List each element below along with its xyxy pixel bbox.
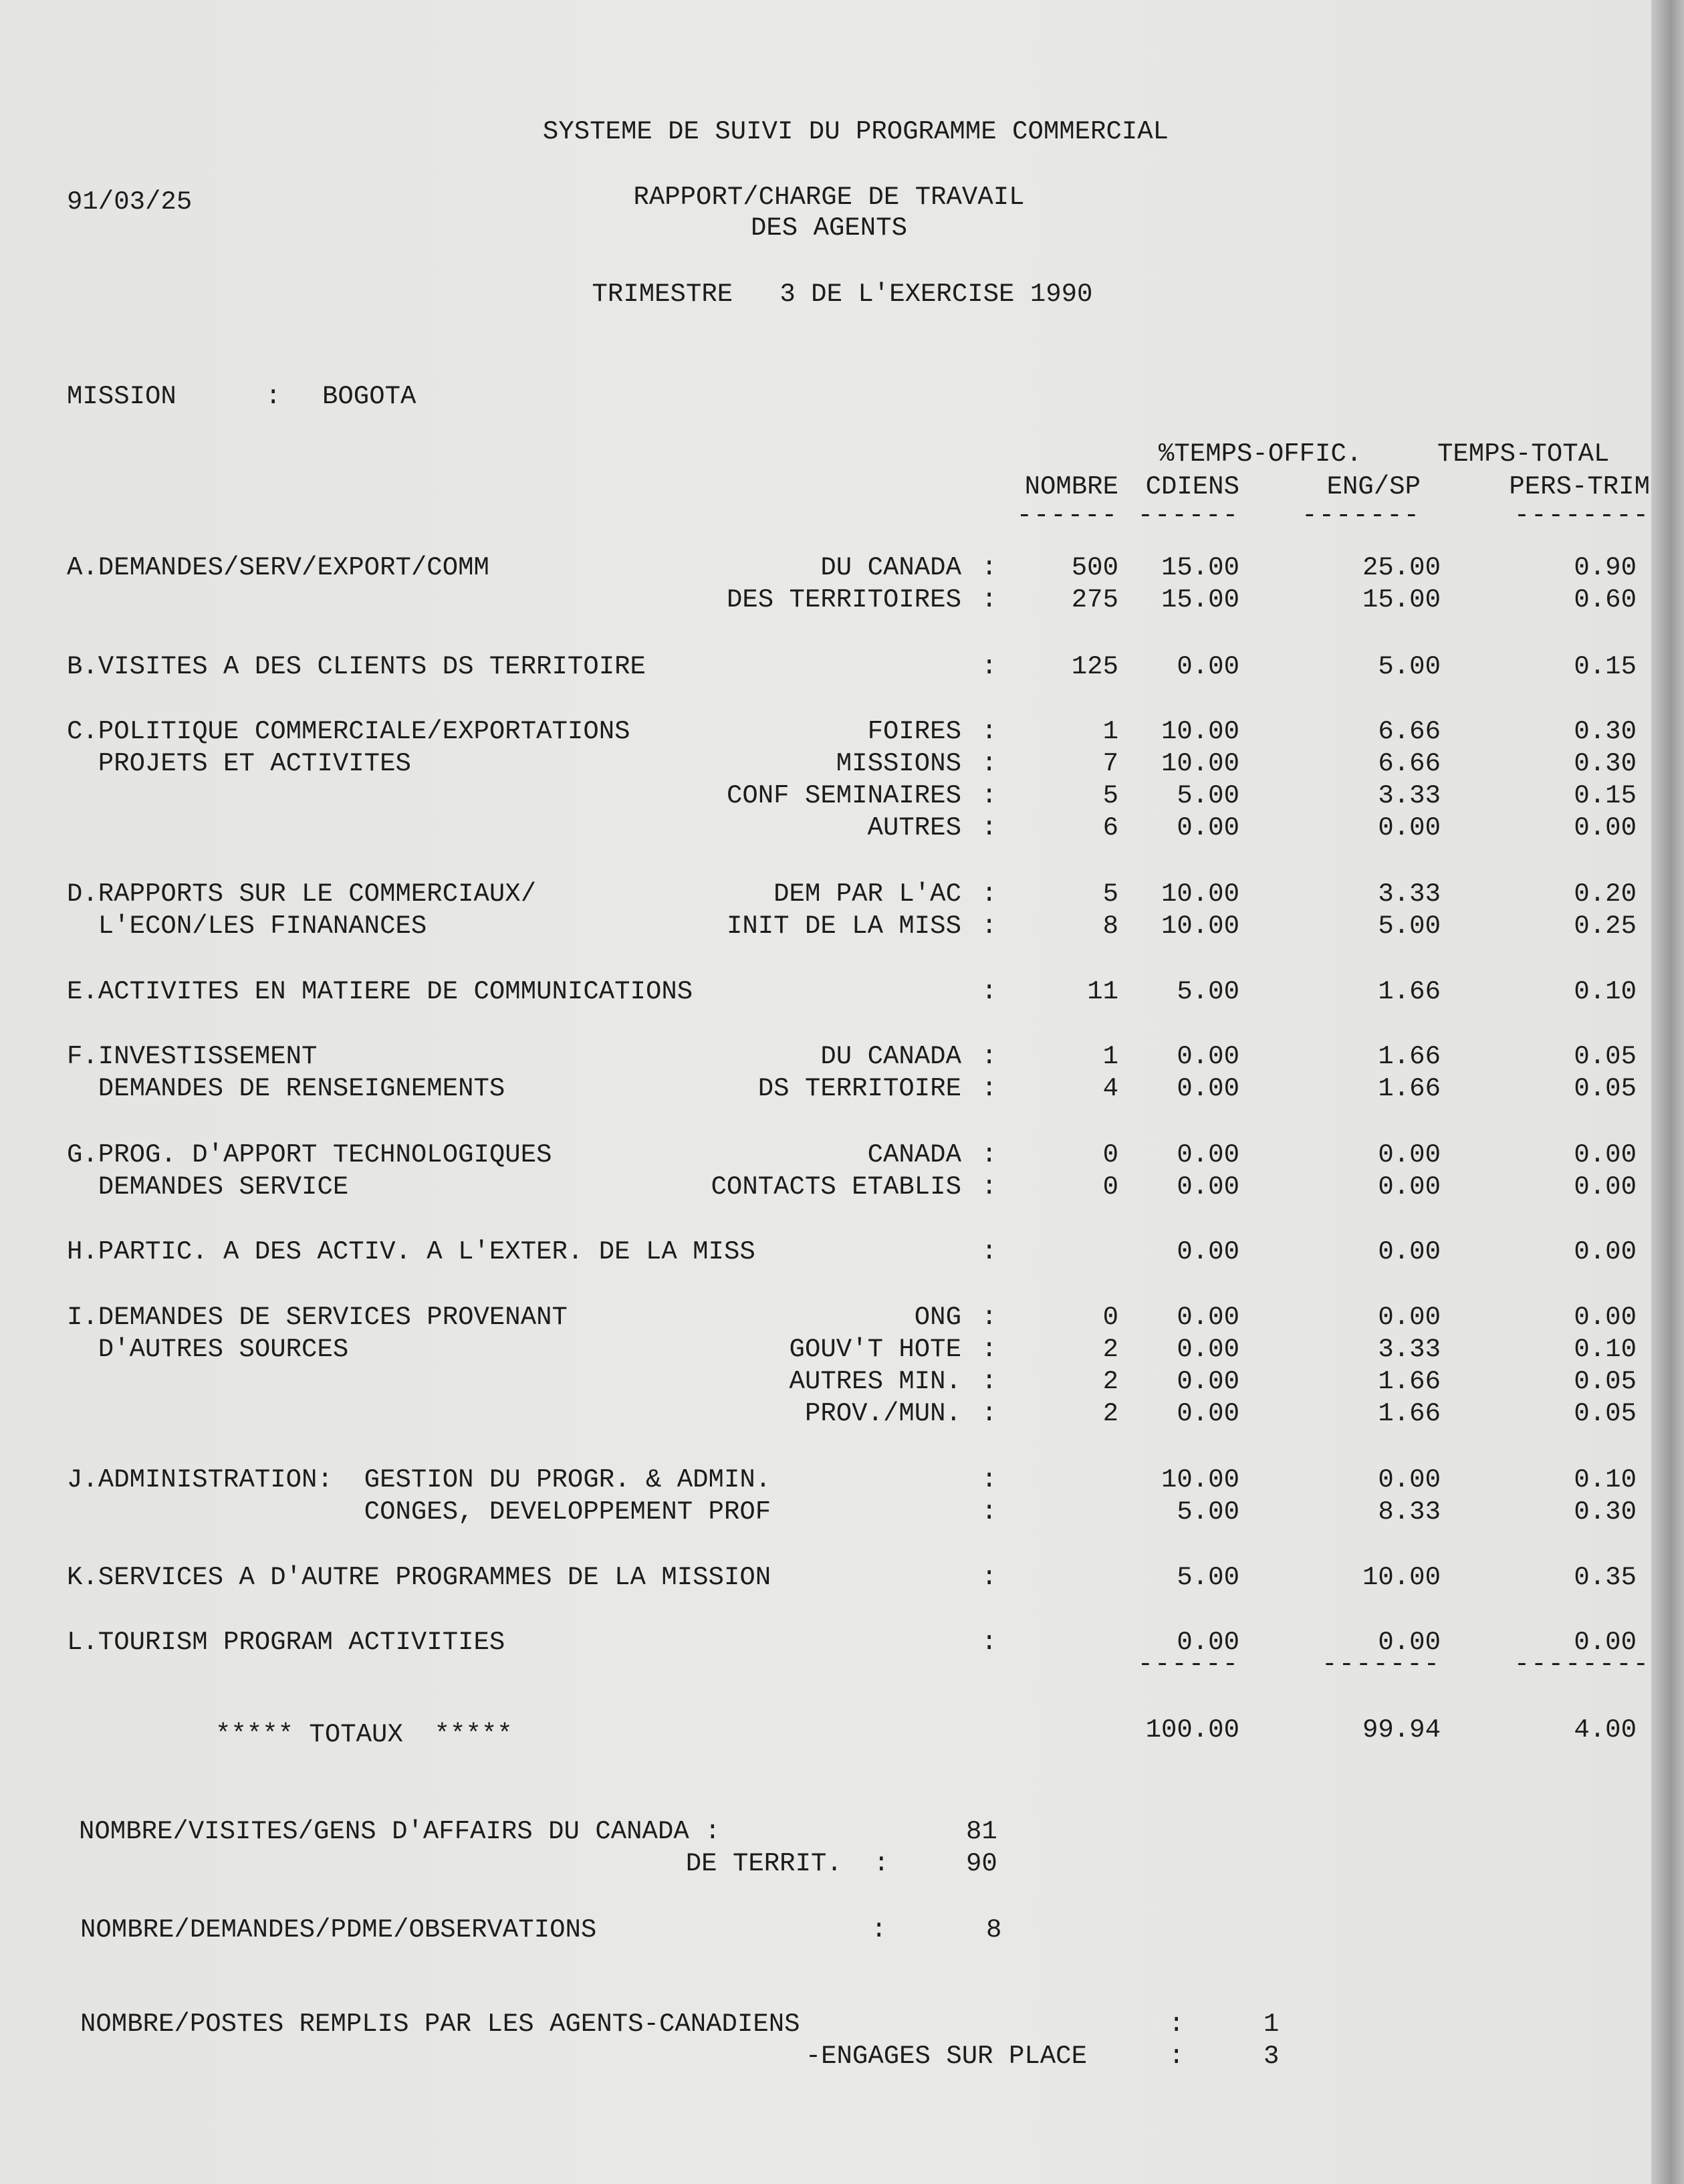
row-perstrim: 0.05 bbox=[1574, 1367, 1637, 1396]
row-engsp: 5.00 bbox=[1378, 911, 1441, 941]
row-engsp: 0.00 bbox=[1378, 1628, 1441, 1657]
rule-engsp: ------- bbox=[1302, 501, 1421, 530]
row-sublabel: DES TERRITOIRES bbox=[726, 585, 961, 615]
postes-colon-2: : bbox=[1169, 2042, 1185, 2071]
row-label: PROJETS ET ACTIVITES bbox=[67, 749, 411, 778]
row-sublabel: PROV./MUN. bbox=[804, 1399, 961, 1428]
row-label: C.POLITIQUE COMMERCIALE/EXPORTATIONS bbox=[67, 717, 630, 746]
row-sublabel: FOIRES bbox=[867, 717, 961, 746]
row-cdiens: 10.00 bbox=[1161, 717, 1239, 746]
system-title: SYSTEME DE SUIVI DU PROGRAMME COMMERCIAL bbox=[542, 117, 1169, 146]
row-cdiens: 5.00 bbox=[1177, 1497, 1239, 1527]
row-colon: : bbox=[981, 879, 997, 909]
row-nombre: 11 bbox=[1087, 977, 1118, 1006]
row-label: A.DEMANDES/SERV/EXPORT/COMM bbox=[67, 553, 489, 582]
pdme-colon: : bbox=[871, 1915, 887, 1945]
row-nombre: 500 bbox=[1071, 553, 1118, 582]
row-engsp: 0.00 bbox=[1378, 1172, 1441, 1202]
row-perstrim: 0.00 bbox=[1574, 813, 1637, 843]
row-cdiens: 10.00 bbox=[1161, 911, 1239, 941]
row-nombre: 1 bbox=[1102, 717, 1118, 746]
row-engsp: 1.66 bbox=[1378, 1367, 1441, 1396]
visites-canada-value: 81 bbox=[966, 1817, 997, 1846]
row-nombre: 7 bbox=[1102, 749, 1118, 778]
row-engsp: 3.33 bbox=[1378, 1335, 1441, 1364]
row-sublabel: ONG bbox=[914, 1303, 961, 1332]
row-cdiens: 0.00 bbox=[1177, 1172, 1239, 1202]
row-engsp: 15.00 bbox=[1362, 585, 1441, 615]
row-sublabel: INIT DE LA MISS bbox=[726, 911, 961, 941]
row-colon: : bbox=[981, 652, 997, 681]
totals-cdiens: 100.00 bbox=[1145, 1715, 1239, 1745]
rule-nombre: ------ bbox=[1016, 501, 1118, 530]
row-cdiens: 10.00 bbox=[1161, 749, 1239, 778]
row-colon: : bbox=[981, 1074, 997, 1103]
row-label: L.TOURISM PROGRAM ACTIVITIES bbox=[67, 1628, 505, 1657]
row-colon: : bbox=[981, 781, 997, 810]
visites-label: NOMBRE/VISITES/GENS D'AFFAIRS DU CANADA : bbox=[79, 1817, 721, 1846]
row-colon: : bbox=[981, 813, 997, 843]
row-colon: : bbox=[981, 1237, 997, 1267]
row-colon: : bbox=[981, 1399, 997, 1428]
row-engsp: 0.00 bbox=[1378, 1140, 1441, 1170]
row-cdiens: 5.00 bbox=[1177, 977, 1239, 1006]
col-nombre-head: NOMBRE bbox=[1024, 472, 1118, 502]
row-nombre: 1 bbox=[1102, 1042, 1118, 1071]
row-cdiens: 10.00 bbox=[1161, 879, 1239, 909]
row-nombre: 275 bbox=[1071, 585, 1118, 615]
row-colon: : bbox=[981, 717, 997, 746]
row-label: G.PROG. D'APPORT TECHNOLOGIQUES bbox=[67, 1140, 552, 1170]
row-cdiens: 0.00 bbox=[1177, 1074, 1239, 1103]
row-engsp: 1.66 bbox=[1378, 1042, 1441, 1071]
row-sublabel: DS TERRITOIRE bbox=[757, 1074, 961, 1103]
row-engsp: 3.33 bbox=[1378, 781, 1441, 810]
row-sublabel: DEM PAR L'AC bbox=[773, 879, 961, 909]
row-perstrim: 0.00 bbox=[1574, 1628, 1637, 1657]
col-total-head: TEMPS-TOTAL bbox=[1437, 439, 1610, 469]
row-perstrim: 0.35 bbox=[1574, 1563, 1637, 1592]
row-colon: : bbox=[981, 1563, 997, 1592]
row-colon: : bbox=[981, 553, 997, 582]
row-label: L'ECON/LES FINANANCES bbox=[67, 911, 427, 941]
col-perstrim-head: PERS-TRIM bbox=[1509, 472, 1650, 502]
row-colon: : bbox=[981, 1497, 997, 1527]
row-engsp: 1.66 bbox=[1378, 1399, 1441, 1428]
row-perstrim: 0.00 bbox=[1574, 1303, 1637, 1332]
row-label: F.INVESTISSEMENT bbox=[67, 1042, 318, 1071]
row-sublabel: MISSIONS bbox=[836, 749, 961, 778]
row-perstrim: 0.00 bbox=[1574, 1140, 1637, 1170]
postes-engages-value: 3 bbox=[1264, 2042, 1280, 2071]
territ-label: DE TERRIT. : bbox=[685, 1849, 889, 1878]
report-period: TRIMESTRE 3 DE L'EXERCISE 1990 bbox=[592, 280, 1093, 309]
mission-value: BOGOTA bbox=[322, 382, 416, 411]
row-label: D.RAPPORTS SUR LE COMMERCIAUX/ bbox=[67, 879, 537, 909]
postes-label: NOMBRE/POSTES REMPLIS PAR LES AGENTS-CANADIENS bbox=[80, 2009, 800, 2039]
row-perstrim: 0.05 bbox=[1574, 1074, 1637, 1103]
col-group-head: %TEMPS-OFFIC. bbox=[1159, 439, 1362, 469]
row-nombre: 8 bbox=[1102, 911, 1118, 941]
postes-canadiens-value: 1 bbox=[1264, 2009, 1280, 2039]
row-perstrim: 0.30 bbox=[1574, 1497, 1637, 1527]
row-cdiens: 15.00 bbox=[1161, 553, 1239, 582]
report-title-line-2: DES AGENTS bbox=[750, 213, 908, 243]
row-engsp: 0.00 bbox=[1378, 1303, 1441, 1332]
row-colon: : bbox=[981, 749, 997, 778]
row-perstrim: 0.15 bbox=[1574, 652, 1637, 681]
row-cdiens: 0.00 bbox=[1177, 1303, 1239, 1332]
row-label: B.VISITES A DES CLIENTS DS TERRITOIRE bbox=[67, 652, 646, 681]
row-perstrim: 0.20 bbox=[1574, 879, 1637, 909]
row-nombre: 2 bbox=[1102, 1399, 1118, 1428]
row-cdiens: 15.00 bbox=[1161, 585, 1239, 615]
row-engsp: 0.00 bbox=[1378, 813, 1441, 843]
row-nombre: 0 bbox=[1102, 1140, 1118, 1170]
row-cdiens: 5.00 bbox=[1177, 781, 1239, 810]
visites-territ-value: 90 bbox=[966, 1849, 997, 1878]
page-edge-shadow bbox=[1651, 0, 1684, 2184]
row-cdiens: 0.00 bbox=[1177, 813, 1239, 843]
row-nombre: 5 bbox=[1102, 879, 1118, 909]
row-cdiens: 0.00 bbox=[1177, 1399, 1239, 1428]
row-engsp: 0.00 bbox=[1378, 1237, 1441, 1267]
totals-perstrim: 4.00 bbox=[1574, 1715, 1637, 1745]
row-perstrim: 0.30 bbox=[1574, 717, 1637, 746]
row-sublabel: DU CANADA bbox=[820, 553, 961, 582]
row-nombre: 2 bbox=[1102, 1367, 1118, 1396]
row-label: E.ACTIVITES EN MATIERE DE COMMUNICATIONS bbox=[67, 977, 693, 1006]
row-label: I.DEMANDES DE SERVICES PROVENANT bbox=[67, 1303, 568, 1332]
row-perstrim: 0.10 bbox=[1574, 1335, 1637, 1364]
row-colon: : bbox=[981, 1465, 997, 1495]
row-perstrim: 0.15 bbox=[1574, 781, 1637, 810]
row-perstrim: 0.60 bbox=[1574, 585, 1637, 615]
row-nombre: 2 bbox=[1102, 1335, 1118, 1364]
row-perstrim: 0.00 bbox=[1574, 1237, 1637, 1267]
row-colon: : bbox=[981, 1367, 997, 1396]
report-title-line-1: RAPPORT/CHARGE DE TRAVAIL bbox=[633, 183, 1025, 212]
totals-rule-perstrim: -------- bbox=[1514, 1650, 1650, 1679]
row-nombre: 5 bbox=[1102, 781, 1118, 810]
row-perstrim: 0.90 bbox=[1574, 553, 1637, 582]
row-nombre: 0 bbox=[1102, 1172, 1118, 1202]
engages-label: -ENGAGES SUR PLACE bbox=[805, 2042, 1087, 2071]
row-label: DEMANDES SERVICE bbox=[67, 1172, 349, 1202]
rule-cdiens: ------ bbox=[1137, 501, 1239, 530]
row-colon: : bbox=[981, 1140, 997, 1170]
row-perstrim: 0.00 bbox=[1574, 1172, 1637, 1202]
row-colon: : bbox=[981, 1172, 997, 1202]
row-perstrim: 0.05 bbox=[1574, 1042, 1637, 1071]
row-cdiens: 0.00 bbox=[1177, 652, 1239, 681]
row-sublabel: DU CANADA bbox=[820, 1042, 961, 1071]
row-perstrim: 0.25 bbox=[1574, 911, 1637, 941]
row-engsp: 6.66 bbox=[1378, 717, 1441, 746]
row-perstrim: 0.05 bbox=[1574, 1399, 1637, 1428]
row-perstrim: 0.10 bbox=[1574, 977, 1637, 1006]
row-engsp: 1.66 bbox=[1378, 1074, 1441, 1103]
row-colon: : bbox=[981, 1042, 997, 1071]
row-perstrim: 0.30 bbox=[1574, 749, 1637, 778]
row-sublabel: CONTACTS ETABLIS bbox=[711, 1172, 961, 1202]
row-label: D'AUTRES SOURCES bbox=[67, 1335, 349, 1364]
row-engsp: 5.00 bbox=[1378, 652, 1441, 681]
col-engsp-head: ENG/SP bbox=[1326, 472, 1421, 502]
postes-colon-1: : bbox=[1169, 2009, 1185, 2039]
pdme-value: 8 bbox=[986, 1915, 1002, 1945]
row-sublabel: AUTRES bbox=[867, 813, 961, 843]
row-engsp: 3.33 bbox=[1378, 879, 1441, 909]
row-engsp: 6.66 bbox=[1378, 749, 1441, 778]
row-engsp: 8.33 bbox=[1378, 1497, 1441, 1527]
row-label: CONGES, DEVELOPPEMENT PROF bbox=[67, 1497, 771, 1527]
pdme-label: NOMBRE/DEMANDES/PDME/OBSERVATIONS bbox=[80, 1915, 597, 1945]
totals-rule-cdiens: ------ bbox=[1137, 1650, 1239, 1679]
row-cdiens: 0.00 bbox=[1177, 1140, 1239, 1170]
totals-label: ***** TOTAUX ***** bbox=[215, 1720, 513, 1749]
totals-rule-engsp: ------- bbox=[1322, 1650, 1441, 1679]
row-cdiens: 0.00 bbox=[1177, 1367, 1239, 1396]
row-cdiens: 0.00 bbox=[1177, 1628, 1239, 1657]
rule-perstrim: -------- bbox=[1514, 501, 1650, 530]
row-sublabel: GOUV'T HOTE bbox=[789, 1335, 961, 1364]
row-cdiens: 0.00 bbox=[1177, 1042, 1239, 1071]
row-nombre: 4 bbox=[1102, 1074, 1118, 1103]
row-label: J.ADMINISTRATION: GESTION DU PROGR. & ADMIN. bbox=[67, 1465, 771, 1495]
row-cdiens: 0.00 bbox=[1177, 1335, 1239, 1364]
row-sublabel: CANADA bbox=[867, 1140, 961, 1170]
row-sublabel: CONF SEMINAIRES bbox=[726, 781, 961, 810]
row-cdiens: 0.00 bbox=[1177, 1237, 1239, 1267]
col-cdiens-head: CDIENS bbox=[1145, 472, 1239, 502]
row-engsp: 1.66 bbox=[1378, 977, 1441, 1006]
mission-label: MISSION bbox=[67, 382, 176, 411]
row-colon: : bbox=[981, 1335, 997, 1364]
row-nombre: 6 bbox=[1102, 813, 1118, 843]
row-nombre: 0 bbox=[1102, 1303, 1118, 1332]
row-colon: : bbox=[981, 911, 997, 941]
row-sublabel: AUTRES MIN. bbox=[789, 1367, 961, 1396]
row-cdiens: 10.00 bbox=[1161, 1465, 1239, 1495]
row-engsp: 10.00 bbox=[1362, 1563, 1441, 1592]
row-colon: : bbox=[981, 585, 997, 615]
row-label: H.PARTIC. A DES ACTIV. A L'EXTER. DE LA MISS bbox=[67, 1237, 755, 1267]
row-colon: : bbox=[981, 977, 997, 1006]
row-label: DEMANDES DE RENSEIGNEMENTS bbox=[67, 1074, 505, 1103]
row-label: K.SERVICES A D'AUTRE PROGRAMMES DE LA MISSION bbox=[67, 1563, 771, 1592]
report-date: 91/03/25 bbox=[67, 187, 193, 217]
row-cdiens: 5.00 bbox=[1177, 1563, 1239, 1592]
row-colon: : bbox=[981, 1303, 997, 1332]
row-engsp: 25.00 bbox=[1362, 553, 1441, 582]
row-engsp: 0.00 bbox=[1378, 1465, 1441, 1495]
totals-engsp: 99.94 bbox=[1362, 1715, 1441, 1745]
row-colon: : bbox=[981, 1628, 997, 1657]
row-perstrim: 0.10 bbox=[1574, 1465, 1637, 1495]
mission-separator: : bbox=[265, 382, 281, 411]
row-nombre: 125 bbox=[1071, 652, 1118, 681]
